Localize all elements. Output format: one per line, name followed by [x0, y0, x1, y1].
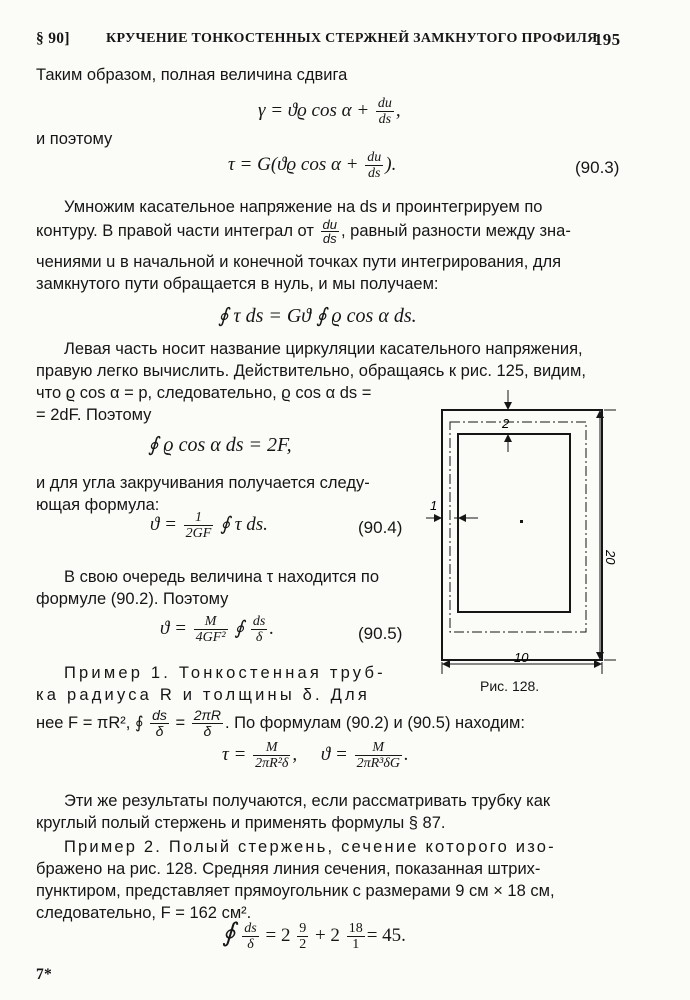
signature-mark: 7*	[36, 966, 53, 983]
running-head-section: § 90]	[36, 30, 70, 47]
equation-number: (90.4)	[358, 518, 403, 537]
paragraph-line: чениями u в начальной и конечной точках пути интегрирования, для	[36, 253, 562, 271]
equation-2F: ∮ ϱ cos α ds = 2F,	[148, 434, 292, 456]
page-number: 195	[594, 30, 621, 49]
paragraph-line: нее F = πR², ∮ $\frac{ds}{\delta}$ = $\frac{2\pi R}{\delta}$ . По формулам (90.2) и (90.5) находим:	[36, 707, 525, 739]
outer-wall	[442, 410, 602, 660]
figure-128	[420, 382, 620, 702]
figure-caption: Рис. 128.	[480, 678, 540, 694]
paragraph-line: = 2dF. Поэтому	[36, 406, 152, 424]
paragraph-line: В свою очередь величина τ находится по	[64, 568, 380, 586]
dim-left-label: 1	[430, 498, 438, 513]
paragraph-line: Левая часть носит название циркуляции касательного напряжения,	[64, 340, 583, 358]
running-head-title: КРУЧЕНИЕ ТОНКОСТЕННЫХ СТЕРЖНЕЙ ЗАМКНУТОГО ПРОФИЛЯ	[106, 31, 598, 46]
equation-example1: τ = $\frac{M}{\text{2πR²δ}}$ , ϑ = $\frac{M}{\text{2πR³δG}}$ .	[222, 740, 409, 771]
dim-right-label: 20	[603, 550, 618, 565]
equation-theta-M: ϑ = $\frac{M}{\text{4GF²}}$ ∮ $\frac{ds}{\delta}$ .	[160, 614, 275, 645]
paragraph-line: что ϱ cos α = p, следовательно, ϱ cos α ds =	[36, 384, 372, 402]
paragraph-line: замкнутого пути обращается в нуль, и мы получаем:	[36, 275, 439, 293]
paragraph-line: Таким образом, полная величина сдвига	[36, 66, 348, 84]
paragraph-line: Пример 2. Полый стержень, сечение которого изо-	[64, 838, 556, 856]
paragraph-line: пунктиром, представляет прямоугольник с размерами 9 см × 18 см,	[36, 882, 555, 900]
paragraph-line: Эти же результаты получаются, если рассматривать трубку как	[64, 792, 551, 810]
paragraph-line: контуру. В правой части интеграл от $\frac{du}{ds}$ , равный разности между зна-	[36, 217, 571, 246]
paragraph-line: ка радиуса R и толщины δ. Для	[36, 686, 370, 704]
paragraph-line: бражено на рис. 128. Средняя линия сечения, показанная штрих-	[36, 860, 541, 878]
paragraph-line: Умножим касательное напряжение на ds и проинтегрируем по	[64, 198, 543, 216]
dim-top-label: 2	[502, 416, 510, 431]
paragraph-line: и поэтому	[36, 130, 113, 148]
inner-wall	[458, 434, 570, 612]
paragraph-line: и для угла закручивания получается следу-	[36, 474, 370, 492]
paragraph-line: формуле (90.2). Поэтому	[36, 590, 229, 608]
paragraph-line: Пример 1. Тонкостенная труб-	[64, 664, 386, 682]
paragraph-line: ющая формула:	[36, 496, 160, 514]
equation-circulation: ∮ τ ds = Gϑ ∮ ϱ cos α ds.	[218, 305, 417, 327]
dim-bottom-label: 10	[514, 650, 529, 665]
equation-final: ∮ $\frac{ds}{\delta}$ = 2 $\frac{9}{2}$ + 2 $\frac{18}{1}$ = 45.	[222, 918, 406, 953]
paragraph-line: круглый полый стержень и применять формулы § 87.	[36, 814, 446, 832]
paragraph-line: правую легко вычислить. Действительно, обращаясь к рис. 125, видим,	[36, 362, 586, 380]
equation-tau: τ = G(ϑϱ cos α + $\frac{du}{ds}$ ).	[228, 150, 397, 181]
equation-gamma: γ = ϑϱ cos α + $\frac{du}{ds}$ ,	[258, 96, 401, 127]
equation-theta: ϑ = $\frac{1}{2GF}$ ∮ τ ds.	[150, 510, 268, 541]
paragraph-line: следовательно, F = 162 см².	[36, 904, 252, 922]
mid-line	[450, 422, 586, 632]
equation-number: (90.3)	[575, 158, 620, 177]
equation-number: (90.5)	[358, 624, 403, 643]
